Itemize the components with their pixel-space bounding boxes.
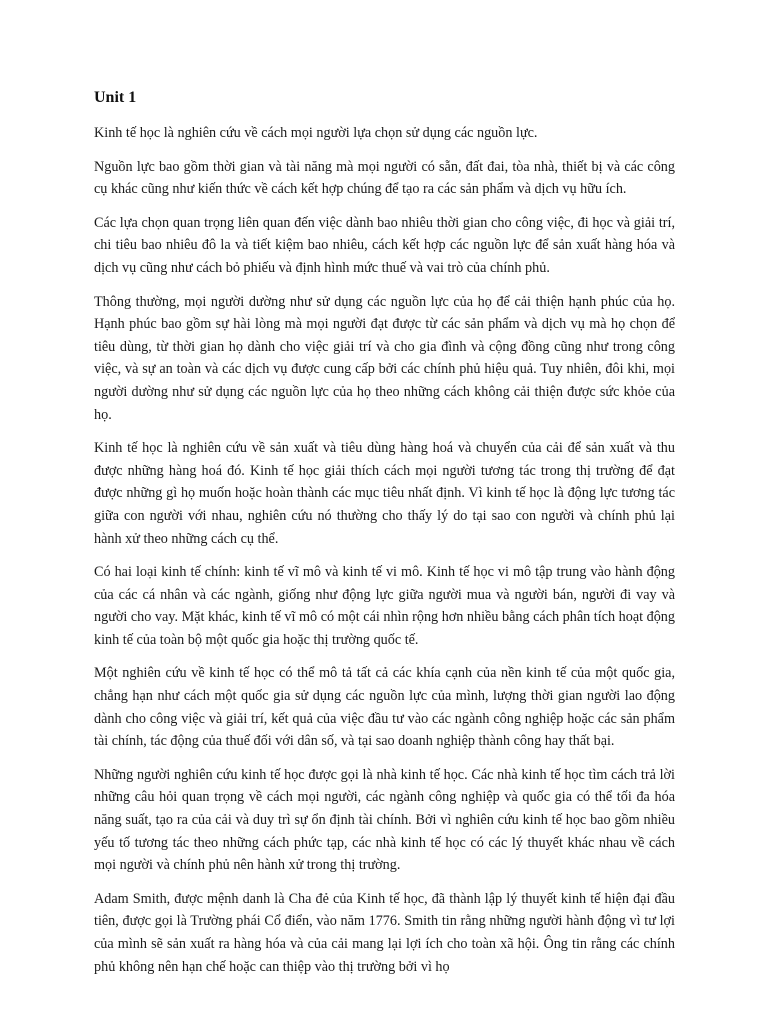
paragraph-production: Kinh tế học là nghiên cứu về sản xuất và tiêu dùng hàng hoá và chuyển của cải để sản xuất và thu được những hàng hoá đó. Kinh tế học giải thích cách mọi người tương tác trong thị trường để đạt được những gì họ muốn hoặc hoàn thành các mục tiêu nhất định. Vì kinh tế học là động lực tương tác giữa con người với nhau, nghiên cứu nó thường cho thấy lý do tại sao con người và chính phủ lại hành xử theo những cách cụ thể.	[94, 440, 675, 547]
paragraph-economists: Những người nghiên cứu kinh tế học được gọi là nhà kinh tế học. Các nhà kinh tế học tìm cách trả lời những câu hỏi quan trọng về cách mọi người, các ngành công nghiệp và quốc gia có thể tối đa hóa năng suất, tạo ra của cải và duy trì sự ổn định tài chính. Bởi vì nghiên cứu kinh tế học bao gồm nhiều yếu tố tương tác theo những cách phức tạp, các nhà kinh tế học có các lý thuyết khác nhau về cách mọi người và chính phủ nên hành xử trong thị trường.	[94, 766, 675, 874]
paragraph-wellbeing: Thông thường, mọi người dường như sử dụng các nguồn lực của họ để cải thiện hạnh phúc của họ. Hạnh phúc bao gồm sự hài lòng mà mọi người đạt được từ các sản phẩm và dịch vụ mà họ chọn để tiêu dùng, từ thời gian họ dành cho việc giải trí và cho gia đình và cộng đồng cũng như trong công việc, và sự an toàn và các dịch vụ được cung cấp bởi các chính phủ hiệu quả. Tuy nhiên, đôi khi, mọi người dường như sử dụng các nguồn lực của họ theo những cách không cải thiện được sức khỏe của họ.	[94, 293, 675, 423]
paragraph-choices: Các lựa chọn quan trọng liên quan đến việc dành bao nhiêu thời gian cho công việc, đi học và giải trí, chi tiêu bao nhiêu đô la và tiết kiệm bao nhiêu, cách kết hợp các nguồn lực để sản xuất hàng hóa và dịch vụ cũng như cách bỏ phiếu và định hình mức thuế và vai trò của chính phủ.	[94, 214, 675, 276]
unit-title: Unit 1	[94, 89, 137, 106]
paragraph-macro-micro: Có hai loại kinh tế chính: kinh tế vĩ mô và kinh tế vi mô. Kinh tế học vi mô tập trung vào hành động của các cá nhân và các ngành, giống như động lực giữa người mua và người bán, người đi vay và người cho vay. Mặt khác, kinh tế vĩ mô có một cái nhìn rộng hơn nhiều bằng cách phân tích hoạt động kinh tế của toàn bộ một quốc gia hoặc thị trường quốc tế.	[94, 564, 675, 648]
paragraph-resources: Nguồn lực bao gồm thời gian và tài năng mà mọi người có sẵn, đất đai, tòa nhà, thiết bị và các công cụ khác cũng như kiến thức về cách kết hợp chúng để tạo ra các sản phẩm và dịch vụ hữu ích.	[94, 158, 675, 198]
document-body	[94, 88, 675, 989]
paragraph-definition: Kinh tế học là nghiên cứu về cách mọi người lựa chọn sử dụng các nguồn lực.	[94, 125, 538, 141]
paragraph-national-study: Một nghiên cứu về kinh tế học có thể mô tả tất cả các khía cạnh của nền kinh tế của một quốc gia, chẳng hạn như cách một quốc gia sử dụng các nguồn lực của mình, lượng thời gian người lao động dành cho công việc và giải trí, kết quả của việc đầu tư vào các ngành công nghiệp hoặc các sản phẩm tài chính, tác động của thuế đối với dân số, và tại sao doanh nghiệp thành công hay thất bại.	[94, 665, 675, 750]
paragraph-adam-smith: Adam Smith, được mệnh danh là Cha đẻ của Kinh tế học, đã thành lập lý thuyết kinh tế hiện đại đầu tiên, được gọi là Trường phái Cổ điển, vào năm 1776. Smith tin rằng những người hành động vì tư lợi của mình sẽ sản xuất ra hàng hóa và của cải mang lại lợi ích cho toàn xã hội. Ông tin rằng các chính phủ không nên hạn chế hoặc can thiệp vào thị trường bởi vì họ	[94, 890, 675, 975]
